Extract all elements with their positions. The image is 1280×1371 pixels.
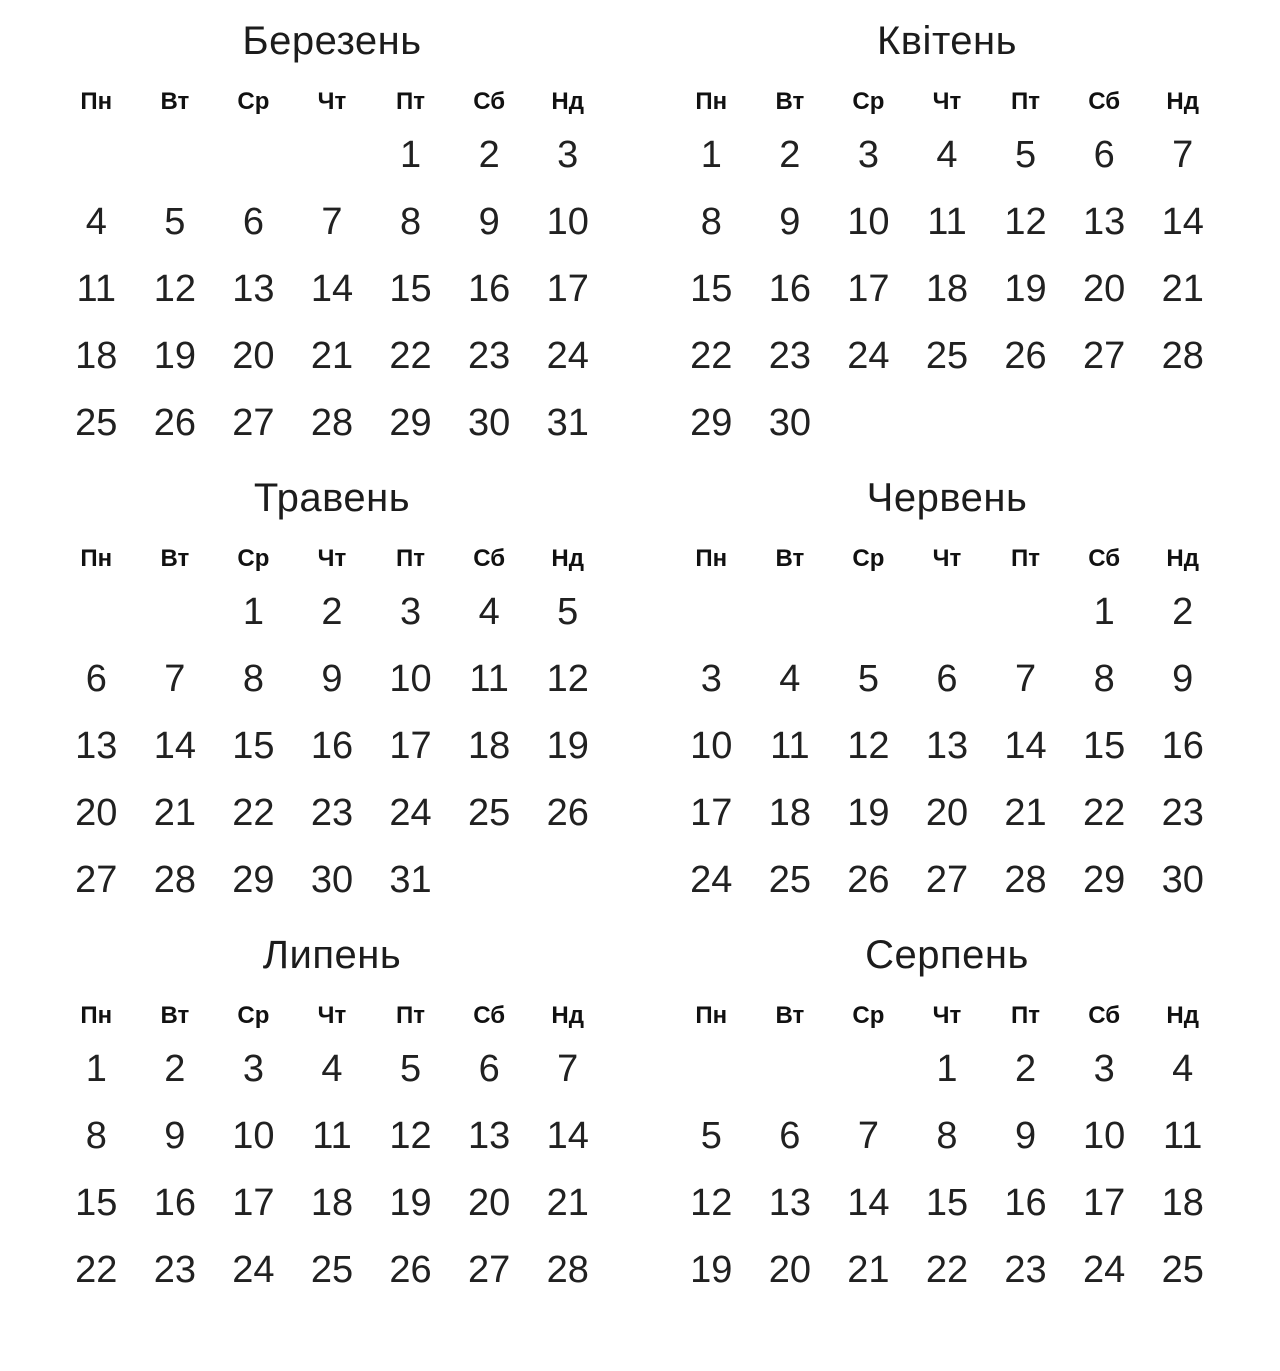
week-row <box>57 847 607 914</box>
day-cell: 14 <box>546 1115 589 1157</box>
weekday-label: Ср <box>852 545 885 572</box>
day-cell: 18 <box>925 268 969 310</box>
day-cell: 1 <box>85 1048 107 1090</box>
day-cell: 8 <box>936 1115 958 1157</box>
week-row <box>57 1103 607 1170</box>
day-cell: 23 <box>768 335 811 377</box>
weekday-label: Пн <box>80 1002 113 1029</box>
day-cell: 26 <box>546 792 589 834</box>
weekday-label: Нд <box>1166 1002 1199 1029</box>
day-cell: 10 <box>232 1115 275 1157</box>
day-cell: 26 <box>389 1249 432 1291</box>
day-cell-empty <box>293 122 372 189</box>
day-cell: 22 <box>75 1249 118 1291</box>
week-row <box>672 646 1222 713</box>
day-cell: 8 <box>399 201 422 243</box>
day-cell: 10 <box>389 658 432 700</box>
day-cell: 19 <box>546 725 589 767</box>
day-cell: 23 <box>1161 792 1204 834</box>
day-cell: 18 <box>310 1182 354 1224</box>
day-cell: 14 <box>310 268 354 310</box>
day-cell: 26 <box>1004 335 1047 377</box>
weekday-label: Пн <box>80 545 113 572</box>
day-cell: 21 <box>153 792 196 834</box>
day-cell: 31 <box>546 402 589 444</box>
month-title: Липень <box>262 932 402 977</box>
day-cell: 2 <box>1014 1048 1037 1090</box>
weekday-label: Ср <box>237 545 270 572</box>
weekday-label: Сб <box>473 1002 506 1029</box>
day-cell: 9 <box>1014 1115 1037 1157</box>
day-cell: 17 <box>1082 1182 1126 1224</box>
day-cell: 14 <box>153 725 196 767</box>
day-cell-empty <box>829 390 908 457</box>
day-cell-empty <box>1065 390 1144 457</box>
day-cell: 17 <box>690 792 733 834</box>
day-cell: 10 <box>690 725 733 767</box>
day-cell: 18 <box>75 335 118 377</box>
weekday-label: Пт <box>1011 88 1041 115</box>
weekday-label: Нд <box>1166 88 1199 115</box>
day-cell: 15 <box>75 1182 118 1224</box>
day-cell: 16 <box>768 268 811 310</box>
day-cell: 4 <box>321 1048 343 1090</box>
weekday-label: Чт <box>932 1002 962 1029</box>
day-cell: 5 <box>857 658 879 700</box>
weekday-label: Вт <box>775 88 805 115</box>
day-cell: 4 <box>936 134 958 176</box>
weekday-label: Вт <box>775 545 805 572</box>
day-cell: 5 <box>557 591 579 633</box>
day-cell: 25 <box>1161 1249 1204 1291</box>
weekday-header-row <box>57 82 607 122</box>
day-cell: 3 <box>700 658 722 700</box>
day-cell-empty <box>908 390 987 457</box>
day-cell: 29 <box>389 402 432 444</box>
day-cell: 17 <box>232 1182 275 1224</box>
day-cell: 4 <box>1172 1048 1194 1090</box>
weekday-label: Чт <box>317 545 347 572</box>
month-day-grid <box>672 122 1222 457</box>
day-cell: 22 <box>232 792 275 834</box>
week-row <box>57 1237 607 1304</box>
day-cell: 6 <box>85 658 107 700</box>
day-cell: 5 <box>700 1115 722 1157</box>
day-cell: 13 <box>768 1182 811 1224</box>
day-cell: 14 <box>1161 201 1204 243</box>
day-cell: 27 <box>467 1249 511 1291</box>
day-cell-empty <box>57 579 136 646</box>
day-cell: 7 <box>557 1048 579 1090</box>
week-row <box>672 323 1222 390</box>
month-day-grid <box>57 1036 607 1304</box>
day-cell: 13 <box>75 725 118 767</box>
day-cell: 23 <box>310 792 354 834</box>
day-cell: 27 <box>75 859 118 901</box>
day-cell: 22 <box>1082 792 1126 834</box>
day-cell: 2 <box>478 134 500 176</box>
weekday-label: Пн <box>695 1002 728 1029</box>
month-title: Травень <box>253 475 411 520</box>
week-row <box>57 579 607 646</box>
day-cell: 11 <box>312 1115 352 1157</box>
day-cell: 22 <box>925 1249 969 1291</box>
day-cell: 9 <box>1172 658 1194 700</box>
week-row <box>672 189 1222 256</box>
day-cell: 9 <box>164 1115 186 1157</box>
day-cell: 21 <box>847 1249 890 1291</box>
day-cell: 15 <box>690 268 733 310</box>
weekday-label: Сб <box>473 545 506 572</box>
day-cell-empty <box>751 579 830 646</box>
weekday-label: Пн <box>80 88 113 115</box>
day-cell: 18 <box>768 792 811 834</box>
day-cell: 26 <box>847 859 890 901</box>
day-cell-empty <box>986 390 1065 457</box>
weekday-header-row <box>57 996 607 1036</box>
day-cell: 3 <box>857 134 879 176</box>
day-cell: 28 <box>1004 859 1047 901</box>
day-cell: 23 <box>467 335 511 377</box>
day-cell: 7 <box>1014 658 1037 700</box>
day-cell: 28 <box>310 402 354 444</box>
day-cell: 19 <box>1004 268 1047 310</box>
day-cell: 15 <box>925 1182 969 1224</box>
day-cell: 2 <box>1172 591 1194 633</box>
month-day-grid <box>57 579 607 914</box>
day-cell: 24 <box>546 335 589 377</box>
day-cell: 24 <box>389 792 432 834</box>
weekday-label: Ср <box>852 88 885 115</box>
weekday-label: Сб <box>1088 1002 1121 1029</box>
day-cell: 3 <box>557 134 579 176</box>
day-cell: 16 <box>467 268 511 310</box>
weekday-label: Сб <box>1088 545 1121 572</box>
day-cell: 29 <box>690 402 733 444</box>
weekday-label: Нд <box>551 88 584 115</box>
weekday-label: Нд <box>551 1002 584 1029</box>
day-cell: 5 <box>399 1048 422 1090</box>
day-cell: 20 <box>75 792 118 834</box>
month-calendar-traven <box>57 457 607 914</box>
day-cell: 21 <box>310 335 354 377</box>
weekday-label: Пт <box>1011 545 1041 572</box>
day-cell: 3 <box>399 591 422 633</box>
day-cell: 8 <box>85 1115 107 1157</box>
day-cell: 28 <box>153 859 196 901</box>
day-cell: 7 <box>1172 134 1194 176</box>
day-cell: 12 <box>546 658 589 700</box>
weekday-label: Пн <box>695 545 728 572</box>
weekday-label: Вт <box>160 1002 190 1029</box>
month-title: Червень <box>866 475 1028 520</box>
day-cell: 6 <box>478 1048 500 1090</box>
day-cell: 30 <box>1161 859 1204 901</box>
day-cell: 14 <box>847 1182 890 1224</box>
weekday-header-row <box>57 539 607 579</box>
weekday-label: Чт <box>932 545 962 572</box>
week-row <box>57 323 607 390</box>
day-cell: 20 <box>467 1182 511 1224</box>
day-cell: 11 <box>469 658 509 700</box>
day-cell: 25 <box>310 1249 354 1291</box>
day-cell: 2 <box>779 134 801 176</box>
day-cell: 19 <box>153 335 196 377</box>
day-cell: 19 <box>389 1182 432 1224</box>
day-cell-empty <box>450 847 529 914</box>
day-cell: 24 <box>690 859 733 901</box>
day-cell: 28 <box>1161 335 1204 377</box>
week-row <box>672 1237 1222 1304</box>
day-cell: 24 <box>232 1249 275 1291</box>
day-cell: 8 <box>700 201 722 243</box>
month-day-grid <box>672 579 1222 914</box>
day-cell: 1 <box>399 134 422 176</box>
weekday-label: Нд <box>1166 545 1199 572</box>
day-cell: 30 <box>768 402 811 444</box>
week-row <box>672 1103 1222 1170</box>
day-cell: 20 <box>232 335 275 377</box>
day-cell: 15 <box>1082 725 1126 767</box>
week-row <box>672 1036 1222 1103</box>
day-cell: 15 <box>232 725 275 767</box>
day-cell-empty <box>57 122 136 189</box>
day-cell: 7 <box>857 1115 879 1157</box>
day-cell: 12 <box>690 1182 733 1224</box>
month-calendar-serpen <box>672 914 1222 1371</box>
weekday-label: Вт <box>160 545 190 572</box>
day-cell: 3 <box>242 1048 264 1090</box>
week-row <box>57 390 607 457</box>
week-row <box>672 256 1222 323</box>
day-cell: 23 <box>1004 1249 1047 1291</box>
day-cell: 16 <box>1004 1182 1047 1224</box>
weekday-label: Ср <box>237 1002 270 1029</box>
weekday-label: Пт <box>396 88 426 115</box>
day-cell: 29 <box>232 859 275 901</box>
day-cell: 13 <box>232 268 275 310</box>
weekday-label: Вт <box>160 88 190 115</box>
day-cell-empty <box>829 579 908 646</box>
day-cell: 20 <box>925 792 969 834</box>
weekday-label: Чт <box>317 1002 347 1029</box>
day-cell: 1 <box>1093 591 1115 633</box>
day-cell: 28 <box>546 1249 589 1291</box>
day-cell: 6 <box>779 1115 801 1157</box>
day-cell: 12 <box>153 268 196 310</box>
week-row <box>672 847 1222 914</box>
week-row <box>57 780 607 847</box>
day-cell: 11 <box>770 725 810 767</box>
day-cell: 17 <box>546 268 589 310</box>
day-cell: 27 <box>232 402 275 444</box>
day-cell: 21 <box>546 1182 589 1224</box>
month-day-grid <box>672 1036 1222 1304</box>
weekday-label: Сб <box>1088 88 1121 115</box>
day-cell: 27 <box>925 859 969 901</box>
day-cell: 2 <box>321 591 343 633</box>
day-cell-empty <box>1143 390 1222 457</box>
day-cell: 10 <box>847 201 890 243</box>
week-row <box>57 122 607 189</box>
weekday-label: Чт <box>317 88 347 115</box>
day-cell: 23 <box>153 1249 196 1291</box>
day-cell: 22 <box>389 335 432 377</box>
day-cell: 25 <box>925 335 969 377</box>
weekday-label: Нд <box>551 545 584 572</box>
day-cell: 25 <box>75 402 118 444</box>
day-cell: 25 <box>467 792 511 834</box>
day-cell: 13 <box>467 1115 511 1157</box>
day-cell: 1 <box>936 1048 958 1090</box>
day-cell: 19 <box>690 1249 733 1291</box>
day-cell: 4 <box>478 591 500 633</box>
week-row <box>672 579 1222 646</box>
month-title: Серпень <box>865 932 1029 977</box>
day-cell: 29 <box>1082 859 1126 901</box>
day-cell: 3 <box>1093 1048 1115 1090</box>
day-cell: 17 <box>389 725 432 767</box>
week-row <box>57 713 607 780</box>
day-cell: 8 <box>1093 658 1115 700</box>
day-cell: 6 <box>936 658 958 700</box>
month-title: Березень <box>242 18 422 63</box>
day-cell-empty <box>136 579 215 646</box>
day-cell: 22 <box>690 335 733 377</box>
day-cell: 19 <box>847 792 890 834</box>
day-cell: 14 <box>1004 725 1047 767</box>
day-cell: 8 <box>242 658 264 700</box>
week-row <box>672 390 1222 457</box>
day-cell: 13 <box>925 725 969 767</box>
day-cell: 12 <box>1004 201 1047 243</box>
day-cell: 21 <box>1161 268 1204 310</box>
day-cell: 13 <box>1082 201 1126 243</box>
day-cell: 2 <box>164 1048 186 1090</box>
month-calendar-berezen <box>57 0 607 457</box>
day-cell: 1 <box>700 134 722 176</box>
day-cell-empty <box>829 1036 908 1103</box>
day-cell: 26 <box>153 402 196 444</box>
day-cell: 9 <box>779 201 801 243</box>
day-cell: 16 <box>310 725 354 767</box>
week-row <box>57 1170 607 1237</box>
day-cell: 25 <box>768 859 811 901</box>
month-calendar-cherven <box>672 457 1222 914</box>
week-row <box>672 122 1222 189</box>
weekday-label: Чт <box>932 88 962 115</box>
day-cell-empty <box>672 1036 751 1103</box>
week-row <box>672 1170 1222 1237</box>
day-cell: 16 <box>1161 725 1204 767</box>
day-cell: 24 <box>1082 1249 1126 1291</box>
day-cell: 11 <box>927 201 967 243</box>
day-cell: 27 <box>1082 335 1126 377</box>
day-cell: 11 <box>76 268 116 310</box>
day-cell: 7 <box>321 201 343 243</box>
day-cell: 9 <box>321 658 343 700</box>
weekday-label: Пт <box>1011 1002 1041 1029</box>
day-cell: 16 <box>153 1182 196 1224</box>
week-row <box>57 1036 607 1103</box>
weekday-label: Пн <box>695 88 728 115</box>
day-cell: 4 <box>779 658 801 700</box>
day-cell: 20 <box>1082 268 1126 310</box>
day-cell: 18 <box>1161 1182 1204 1224</box>
day-cell-empty <box>528 847 607 914</box>
weekday-header-row <box>672 996 1222 1036</box>
day-cell-empty <box>672 579 751 646</box>
month-calendar-kviten <box>672 0 1222 457</box>
day-cell: 12 <box>847 725 890 767</box>
day-cell-empty <box>986 579 1065 646</box>
day-cell: 10 <box>1082 1115 1126 1157</box>
day-cell: 6 <box>1093 134 1115 176</box>
day-cell-empty <box>136 122 215 189</box>
day-cell: 17 <box>847 268 890 310</box>
day-cell: 30 <box>467 402 511 444</box>
day-cell: 24 <box>847 335 890 377</box>
weekday-header-row <box>672 82 1222 122</box>
day-cell: 4 <box>85 201 107 243</box>
day-cell: 30 <box>310 859 354 901</box>
day-cell: 31 <box>389 859 432 901</box>
month-calendar-lypen <box>57 914 607 1371</box>
week-row <box>672 780 1222 847</box>
week-row <box>57 256 607 323</box>
day-cell: 21 <box>1004 792 1047 834</box>
day-cell-empty <box>214 122 293 189</box>
day-cell: 12 <box>389 1115 432 1157</box>
day-cell: 18 <box>467 725 511 767</box>
day-cell: 7 <box>164 658 186 700</box>
day-cell: 15 <box>389 268 432 310</box>
weekday-label: Вт <box>775 1002 805 1029</box>
day-cell-empty <box>751 1036 830 1103</box>
week-row <box>672 713 1222 780</box>
weekday-label: Пт <box>396 545 426 572</box>
weekday-header-row <box>672 539 1222 579</box>
day-cell: 6 <box>242 201 264 243</box>
day-cell-empty <box>908 579 987 646</box>
weekday-label: Ср <box>237 88 270 115</box>
weekday-label: Пт <box>396 1002 426 1029</box>
week-row <box>57 646 607 713</box>
day-cell: 11 <box>1162 1115 1203 1157</box>
day-cell: 1 <box>242 591 264 633</box>
day-cell: 20 <box>768 1249 811 1291</box>
month-day-grid <box>57 122 607 457</box>
day-cell: 5 <box>164 201 186 243</box>
weekday-label: Сб <box>473 88 506 115</box>
day-cell: 10 <box>546 201 589 243</box>
weekday-label: Ср <box>852 1002 885 1029</box>
week-row <box>57 189 607 256</box>
day-cell: 9 <box>478 201 500 243</box>
month-title: Квітень <box>877 18 1017 63</box>
day-cell: 5 <box>1014 134 1037 176</box>
